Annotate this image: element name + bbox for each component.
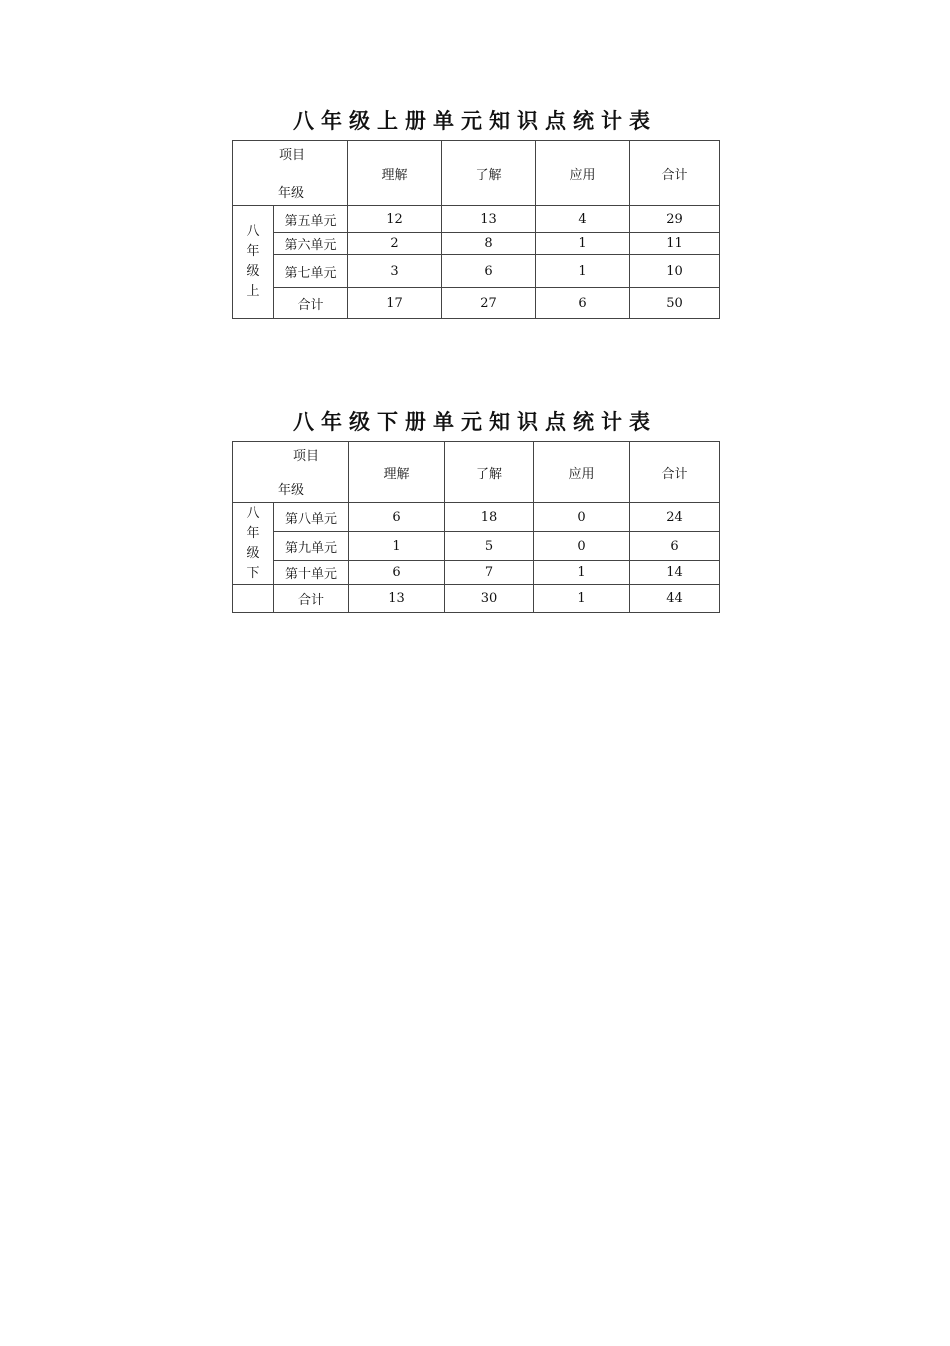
empty-cell [233,585,274,613]
cell-value: 14 [630,561,720,585]
cell-value: 17 [348,288,442,319]
cell-value: 3 [348,255,442,288]
cell-value: 1 [536,255,630,288]
grade-char: 级 [246,545,260,561]
cell-value: 7 [445,561,534,585]
column-header: 了解 [445,442,534,503]
stats-table-upper [232,140,720,319]
cell-value: 2 [348,233,442,255]
cell-value: 27 [442,288,536,319]
grade-cell [233,206,274,319]
column-header: 应用 [536,141,630,206]
cell-value: 1 [534,585,630,613]
cell-value: 8 [442,233,536,255]
cell-value: 0 [534,503,630,532]
cell-value: 11 [630,233,720,255]
cell-value: 6 [630,532,720,561]
column-header: 理解 [348,141,442,206]
cell-value: 6 [349,561,445,585]
grade-char: 年 [246,244,260,259]
corner-header-cell [233,141,348,206]
cell-value: 24 [630,503,720,532]
total-row [233,288,720,319]
grade-cell [233,503,274,585]
corner-label-grade: 年级 [278,483,305,498]
table-row [233,532,720,561]
cell-value: 1 [349,532,445,561]
table-title-lower: 八年级下册单元知识点统计表 [293,410,657,434]
row-label: 第十单元 [274,561,349,585]
cell-value: 50 [630,288,720,319]
column-header: 应用 [534,442,630,503]
table-row [233,233,720,255]
corner-label-item: 项目 [279,148,306,163]
row-label: 第七单元 [274,255,348,288]
grade-char: 八 [246,505,260,521]
cell-value: 1 [534,561,630,585]
corner-header-cell [233,442,349,503]
table-row [233,255,720,288]
corner-label-grade: 年级 [278,186,305,201]
grade-char: 下 [246,565,260,581]
header-row [233,442,720,503]
cell-value: 4 [536,206,630,233]
cell-value: 0 [534,532,630,561]
cell-value: 6 [349,503,445,532]
header-row [233,141,720,206]
cell-value: 12 [348,206,442,233]
column-header: 合计 [630,141,720,206]
grade-char: 年 [246,525,260,541]
row-label: 合计 [274,585,349,613]
cell-value: 30 [445,585,534,613]
row-label: 第九单元 [274,532,349,561]
cell-value: 6 [536,288,630,319]
row-label: 第八单元 [274,503,349,532]
column-header: 合计 [630,442,720,503]
cell-value: 29 [630,206,720,233]
grade-char: 上 [246,284,260,299]
cell-value: 13 [442,206,536,233]
cell-value: 5 [445,532,534,561]
cell-value: 18 [445,503,534,532]
column-header: 理解 [349,442,445,503]
table-row [233,561,720,585]
row-label: 合计 [274,288,348,319]
total-row [233,585,720,613]
stats-table-lower [232,441,720,613]
row-label: 第六单元 [274,233,348,255]
table-title-upper: 八年级上册单元知识点统计表 [293,109,657,133]
column-header: 了解 [442,141,536,206]
table-row [233,503,720,532]
row-label: 第五单元 [274,206,348,233]
table-row [233,206,720,233]
cell-value: 13 [349,585,445,613]
cell-value: 10 [630,255,720,288]
grade-char: 八 [246,224,260,239]
cell-value: 44 [630,585,720,613]
corner-label-item: 项目 [293,449,320,464]
cell-value: 6 [442,255,536,288]
grade-char: 级 [246,264,260,279]
cell-value: 1 [536,233,630,255]
